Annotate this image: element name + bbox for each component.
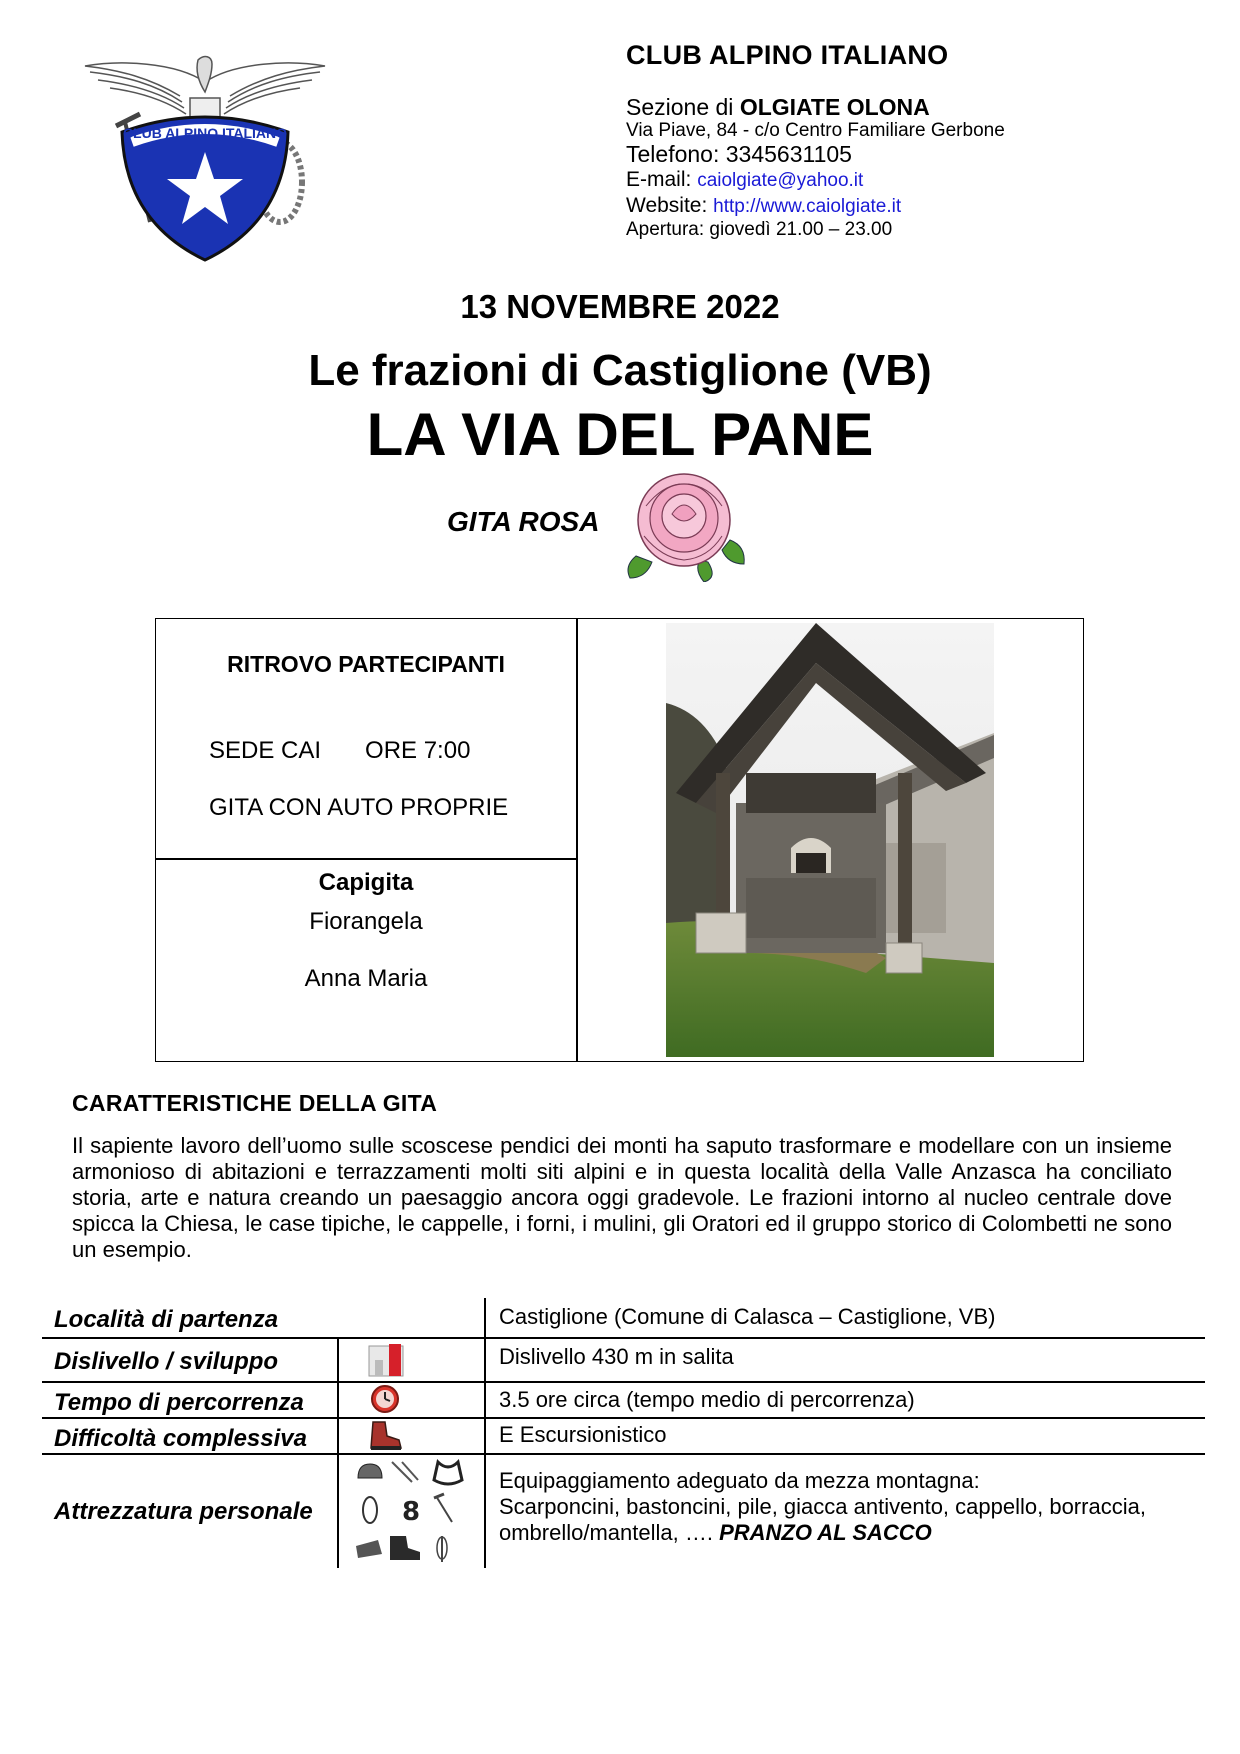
leader-name: Fiorangela <box>309 908 423 935</box>
club-header <box>626 40 1226 241</box>
event-subtitle: Le frazioni di Castiglione (VB) <box>308 346 932 395</box>
detail-value-equipment <box>499 1468 1146 1546</box>
meeting-title: RITROVO PARTECIPANTI <box>227 651 505 677</box>
club-name: CLUB ALPINO ITALIANO <box>626 40 949 70</box>
cai-logo <box>80 52 330 262</box>
lunch-note: PRANZO AL SACCO <box>719 1520 932 1545</box>
equipment-line: Equipaggiamento adeguato da mezza montagna: <box>499 1468 980 1493</box>
detail-value-difficulty: E Escursionistico <box>499 1422 667 1447</box>
leaders-title: Capigita <box>318 869 414 896</box>
email-line <box>626 167 1226 193</box>
phone-label: Telefono: <box>626 141 726 167</box>
equipment-line: ombrello/mantella, …. <box>499 1520 720 1545</box>
detail-label-difficulty: Difficoltà complessiva <box>54 1425 307 1452</box>
address: Via Piave, 84 - c/o Centro Familiare Gerbone <box>626 120 1005 141</box>
detail-label-equipment: Attrezzatura personale <box>54 1498 313 1525</box>
website-link[interactable]: http://www.caiolgiate.it <box>713 196 902 217</box>
meeting-box <box>155 618 1084 1062</box>
email-label: E-mail: <box>626 168 698 191</box>
detail-label-start: Località di partenza <box>54 1306 279 1333</box>
features-title: CARATTERISTICHE DELLA GITA <box>72 1090 438 1116</box>
website-label: Website: <box>626 194 714 217</box>
email-link[interactable]: caiolgiate@yahoo.it <box>697 170 864 191</box>
detail-value-time: 3.5 ore circa (tempo medio di percorrenza) <box>499 1387 915 1412</box>
detail-value-start: Castiglione (Comune di Calasca – Castiglione, VB) <box>499 1304 996 1329</box>
bread-oven-photo <box>666 623 994 1057</box>
section-line <box>626 95 1226 120</box>
meeting-transport: GITA CON AUTO PROPRIE <box>209 794 509 821</box>
details-table <box>42 1298 1205 1568</box>
section-name: OLGIATE OLONA <box>739 94 930 120</box>
opening-hours: Apertura: giovedì 21.00 – 23.00 <box>626 219 893 240</box>
detail-label-time: Tempo di percorrenza <box>54 1389 304 1416</box>
phone-line <box>626 142 1226 167</box>
climbing-gear-icon <box>348 1458 476 1566</box>
website-line <box>626 193 1226 219</box>
hiking-boot-icon <box>367 1420 403 1452</box>
equipment-line: Scarponcini, bastoncini, pile, giacca antivento, cappello, borraccia, <box>499 1494 1146 1519</box>
meeting-place: SEDE CAI <box>209 737 322 764</box>
meeting-time: ORE 7:00 <box>365 737 471 764</box>
elevation-chart-icon <box>367 1342 407 1378</box>
eagle-icon <box>85 57 325 122</box>
event-title: LA VIA DEL PANE <box>366 401 874 468</box>
event-tag: GITA ROSA <box>447 506 600 537</box>
features-description: Il sapiente lavoro dell’uomo sulle scoscese pendici dei monti ha saputo trasformare e modellare con un insieme armonioso di abitazioni e terrazzamenti molti siti alpini e in questa località della Valle Anzasca ha conciliato storia, arte e natura creando un paesaggio ancora oggi gradevole. Le frazioni intorno al nucleo centrale dove spicca la Chiesa, le case tipiche, le cappelle, i forni, i mulini, gli Oratori ed il gruppo storico di Colombetti ne sono un esempio. <box>72 1133 1172 1262</box>
logo-text: CLUB ALPINO ITALIANO <box>122 125 288 141</box>
phone-number: 3345631105 <box>725 141 852 167</box>
meeting-place-time <box>209 737 470 765</box>
svg-text:8: 8 <box>402 1497 421 1527</box>
clock-icon <box>367 1384 403 1414</box>
leader-name: Anna Maria <box>304 965 428 992</box>
detail-label-elevation: Dislivello / sviluppo <box>54 1348 279 1375</box>
event-date: 13 NOVEMBRE 2022 <box>460 288 780 325</box>
rose-icon <box>622 466 748 582</box>
equipment-line-last <box>499 1520 1146 1546</box>
section-prefix: Sezione di <box>626 94 740 120</box>
detail-value-elevation: Dislivello 430 m in salita <box>499 1344 734 1369</box>
